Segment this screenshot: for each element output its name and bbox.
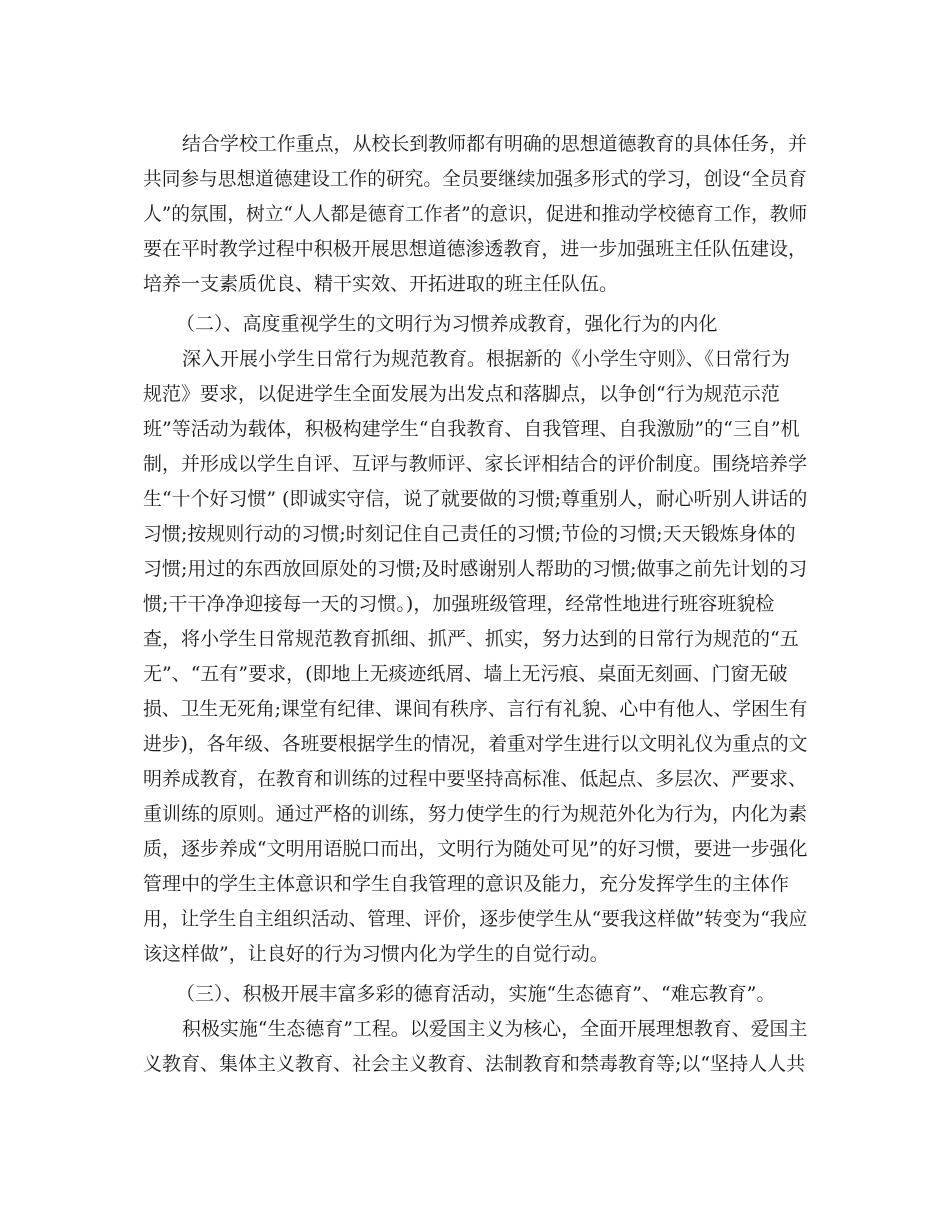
- text-line: 用，让学生自主组织活动、管理、评价，逐步使学生从“要我这样做”转变为“我应: [143, 908, 808, 930]
- text-line: 共同参与思想道德建设工作的研究。全员要继续加强多形式的学习，创设“全员育: [143, 168, 807, 190]
- section-heading: （二）、高度重视学生的文明行为习惯养成教育，强化行为的内化: [176, 313, 718, 335]
- text-line: 制，并形成以学生自评、互评与教师评、家长评相结合的评价制度。围绕培养学: [143, 453, 808, 475]
- text-line: 班”等活动为载体，积极构建学生“自我教育、自我管理、自我激励”的“三自”机: [143, 418, 800, 440]
- section-heading: （三）、积极开展丰富多彩的德育活动，实施“生态德育”、“难忘教育”。: [176, 983, 776, 1005]
- text-line: 无”、“五有”要求，(即地上无痰迹纸屑、墙上无污痕、桌面无刻画、门窗无破: [143, 663, 788, 685]
- text-line: 积极实施“生态德育”工程。以爱国主义为核心，全面开展理想教育、爱国主: [182, 1018, 808, 1040]
- text-line: 质，逐步养成“文明用语脱口而出，文明行为随处可见”的好习惯，要进一步强化: [143, 838, 808, 860]
- text-line: 管理中的学生主体意识和学生自我管理的意识及能力，充分发挥学生的主体作: [143, 873, 790, 895]
- text-line: 重训练的原则。通过严格的训练，努力使学生的行为规范外化为行为，内化为素: [143, 803, 808, 825]
- text-line: 明养成教育，在教育和训练的过程中要坚持高标准、低起点、多层次、严要求、: [143, 768, 808, 790]
- text-line: 义教育、集体主义教育、社会主义教育、法制教育和禁毒教育等;以“坚持人人共: [143, 1053, 806, 1075]
- text-line: 人”的氛围，树立“人人都是德育工作者”的意识，促进和推动学校德育工作，教师: [143, 203, 808, 225]
- text-line: 该这样做”，让良好的行为习惯内化为学生的自觉行动。: [143, 943, 609, 965]
- text-line: 生“十个好习惯” (即诚实守信，说了就要做的习惯;尊重别人，耐心听别人讲话的: [143, 488, 808, 510]
- text-line: 损、卫生无死角;课堂有纪律、课间有秩序、言行有礼貌、心中有他人、学困生有: [143, 698, 808, 720]
- text-line: 深入开展小学生日常行为规范教育。根据新的《小学生守则》、《日常行为: [182, 348, 791, 370]
- text-line: 习惯;用过的东西放回原处的习惯;及时感谢别人帮助的习惯;做事之前先计划的习: [143, 558, 808, 580]
- text-line: 习惯;按规则行动的习惯;时刻记住自己责任的习惯;节俭的习惯;天天锻炼身体的: [143, 523, 796, 545]
- text-line: 惯;干干净净迎接每一天的习惯。)，加强班级管理，经常性地进行班容班貌检: [143, 593, 775, 615]
- text-line: 要在平时教学过程中积极开展思想道德渗透教育，进一步加强班主任队伍建设，: [143, 238, 808, 260]
- text-line: 查，将小学生日常规范教育抓细、抓严、抓实，努力达到的日常行为规范的“五: [143, 628, 799, 650]
- text-line: 规范》要求，以促进学生全面发展为出发点和落脚点，以争创“行为规范示范: [143, 383, 780, 405]
- text-line: 培养一支素质优良、精干实效、开拓进取的班主任队伍。: [143, 273, 619, 295]
- text-line: 结合学校工作重点，从校长到教师都有明确的思想道德教育的具体任务，并: [182, 133, 808, 155]
- text-line: 进步)，各年级、各班要根据学生的情况，着重对学生进行以文明礼仪为重点的文: [143, 733, 808, 755]
